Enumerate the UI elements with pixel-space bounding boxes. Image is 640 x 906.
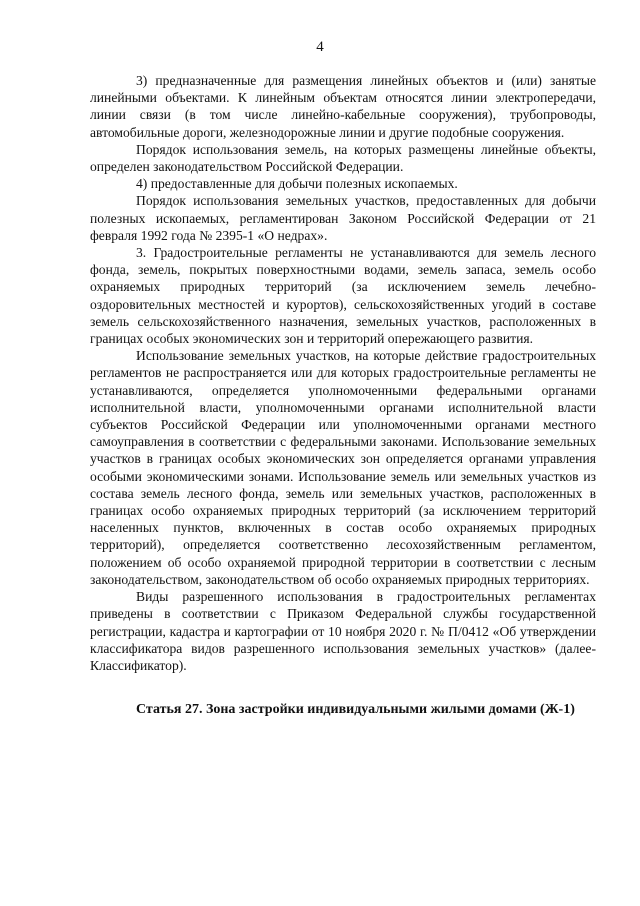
paragraph: 3. Градостроительные регламенты не устанавливаются для земель лесного фонда, земель, покрытых поверхностными водами, земель запаса, земель особо охраняемых природных территорий (за исключением земель лечебно-оздоровительных местностей и курортов), сельскохозяйственных угодий в составе земель сельскохозяйственного назначения, земельных участков, расположенных в границах особых экономических зон и территорий опережающего развития. bbox=[90, 245, 596, 347]
paragraph: Виды разрешенного использования в градостроительных регламентах приведены в соответствии с Приказом Федеральной службы государственной регистрации, кадастра и картографии от 10 ноября 2020 г. № П/0412 «Об утверждении классификатора видов разрешенного использования земельных участков» (далее-Классификатор). bbox=[90, 589, 596, 673]
paragraph: 4) предоставленные для добычи полезных ископаемых. bbox=[136, 176, 458, 192]
paragraph: 3) предназначенные для размещения линейных объектов и (или) занятые линейными объектами. К линейным объектам относятся линии электропередачи, линии связи (в том числе линейно-кабельные сооружения), трубопроводы, автомобильные дороги, железнодорожные линии и другие подобные сооружения. bbox=[90, 73, 596, 140]
document-body bbox=[90, 72, 596, 720]
paragraph: Использование земельных участков, на которые действие градостроительных регламентов не распространяется или для которых градостроительные регламенты не устанавливаются, определяется уполномоченными федеральными органами исполнительной власти, уполномоченными органами исполнительной власти субъектов Российской Федерации или уполномоченными органами местного самоуправления в соответствии с федеральными законами. Использование земельных участков в границах особых экономических зон определяется органами управления особыми экономическими зонами. Использование земель или земельных участков из состава земель лесного фонда, земель или земельных участков, расположенных в границах особо охраняемых природных территорий (за исключением территорий населенных пунктов, включенных в состав особо охраняемых природных территорий), определяется соответственно лесохозяйственным регламентом, положением об особо охраняемой природной территории в соответствии с лесным законодательством, законодательством об особо охраняемых природных территориях. bbox=[90, 348, 596, 587]
paragraph: Порядок использования земель, на которых размещены линейные объекты, определен законодательством Российской Федерации. bbox=[90, 141, 596, 175]
article-heading: Статья 27. Зона застройки индивидуальными жилыми домами (Ж-1) bbox=[136, 702, 575, 718]
paragraph: Порядок использования земельных участков, предоставленных для добычи полезных ископаемых, регламентирован Законом Российской Федерации от 21 февраля 1992 года № 2395-1 «О недрах». bbox=[90, 193, 596, 243]
page-number: 4 bbox=[316, 39, 324, 55]
